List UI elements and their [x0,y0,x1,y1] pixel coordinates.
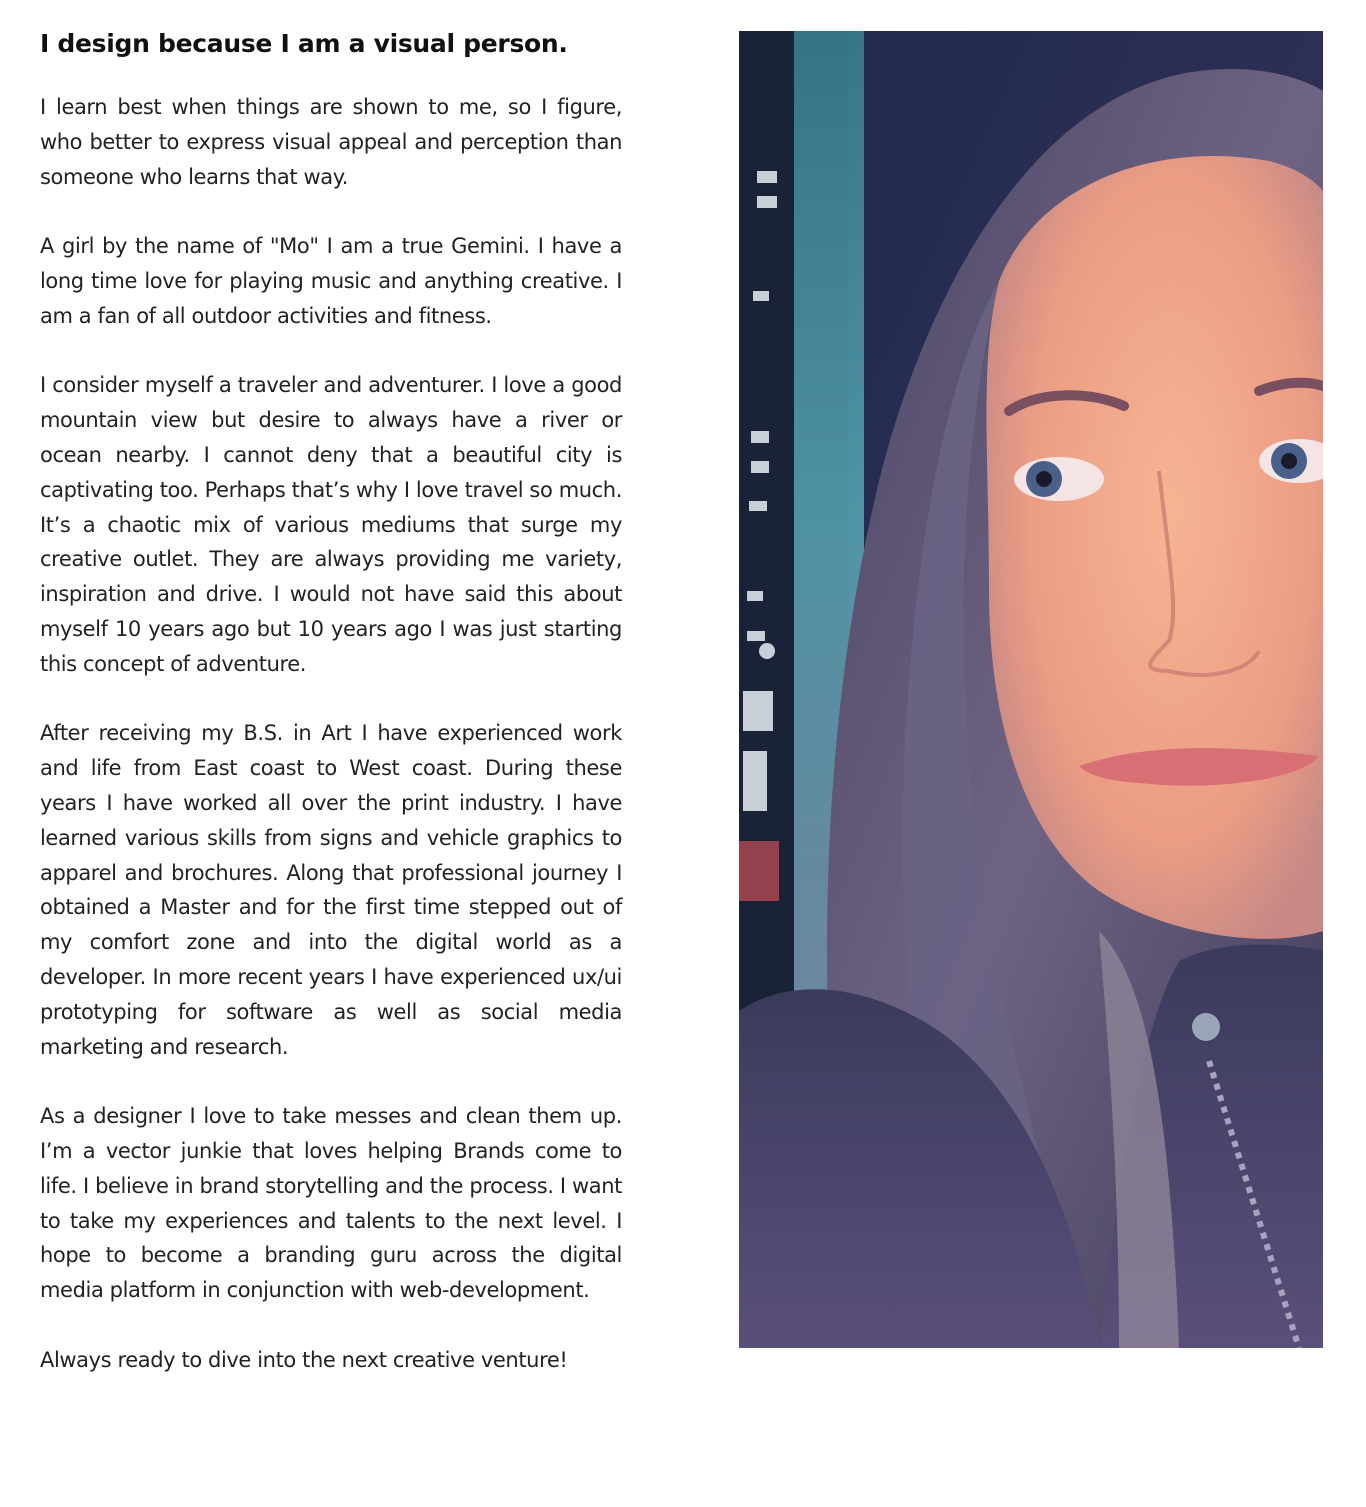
about-text-column [40,28,622,1377]
about-paragraph-6: Always ready to dive into the next creative venture! [40,1347,568,1372]
portrait-photo [739,31,1323,1348]
about-paragraph-5: As a designer I love to take messes and clean them up. I’m a vector junkie that loves helping Brands come to life. I believe in brand storytelling and the process. I want to take my experiences and talents to the next level. I hope to become a branding guru across the digital media platform in conjunction with web-development. [40,1104,622,1303]
about-paragraph-2: A girl by the name of "Mo" I am a true Gemini. I have a long time love for playing music and anything creative. I am a fan of all outdoor activities and fitness. [40,234,622,328]
about-paragraph-4: After receiving my B.S. in Art I have experienced work and life from East coast to West coast. During these years I have worked all over the print industry. I have learned various skills from signs and vehicle graphics to apparel and brochures. Along that professional journey I obtained a Master and for the first time stepped out of my comfort zone and into the digital world as a developer. In more recent years I have experienced ux/ui prototyping for software as well as social media marketing and research. [40,721,622,1059]
portrait-photo-icon [739,31,1323,1348]
about-heading: I design because I am a visual person. [40,29,568,58]
about-paragraph-1: I learn best when things are shown to me, so I figure, who better to express visual appeal and perception than someone who learns that way. [40,95,622,189]
about-paragraph-3: I consider myself a traveler and adventurer. I love a good mountain view but desire to always have a river or ocean nearby. I cannot deny that a beautiful city is captivating too. Perhaps that’s why I love travel so much. It’s a chaotic mix of various mediums that surge my creative outlet. They are always providing me variety, inspiration and drive. I would not have said this about myself 10 years ago but 10 years ago I was just starting this concept of adventure. [40,373,622,676]
